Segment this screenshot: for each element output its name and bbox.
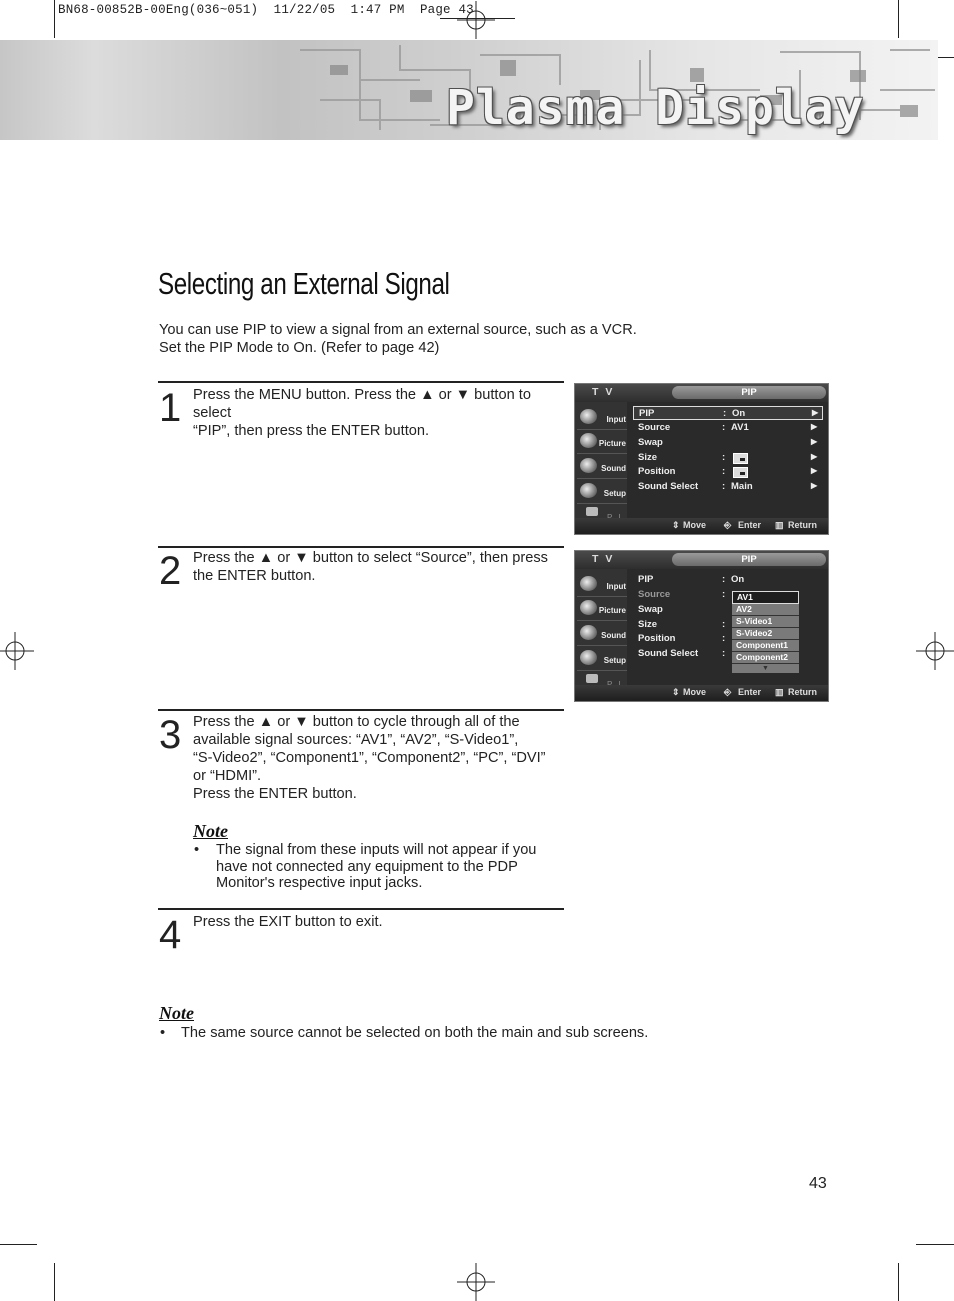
- osd-row-value: Main: [731, 481, 753, 492]
- page-number: 43: [809, 1175, 827, 1192]
- intro-text: [159, 321, 637, 357]
- pip-icon: [586, 507, 598, 516]
- picture-icon: [580, 600, 597, 615]
- step-number: 2: [159, 549, 182, 593]
- step-line: or “HDMI”.: [193, 768, 262, 784]
- input-icon: [580, 576, 597, 591]
- step-line: available signal sources: “AV1”, “AV2”, “S-Video1”,: [193, 732, 519, 748]
- pip-size-icon: [733, 453, 748, 464]
- source-option[interactable]: S-Video1: [732, 616, 799, 628]
- osd-sidebar-item-picture[interactable]: [577, 430, 627, 454]
- osd-colon: :: [722, 481, 726, 492]
- osd-colon: :: [722, 466, 726, 477]
- osd-footer-move: Move: [683, 687, 707, 697]
- osd-sidebar-item-sound[interactable]: [577, 455, 627, 479]
- osd-colon: :: [722, 452, 726, 463]
- source-dropdown[interactable]: [732, 591, 799, 673]
- note-text: [216, 842, 536, 892]
- step-line: Press the ▲ or ▼ button to select “Source”, then press: [193, 550, 548, 566]
- section-banner: [0, 40, 938, 140]
- osd-colon: :: [722, 574, 726, 585]
- osd-row-pip[interactable]: [633, 406, 823, 420]
- source-option[interactable]: Component1: [732, 640, 799, 652]
- osd-footer: [575, 518, 828, 534]
- arrow-right-icon: ▶: [811, 481, 818, 490]
- note-bullet: •: [194, 842, 200, 858]
- step-text: [193, 713, 565, 803]
- enter-icon: ⎆: [724, 520, 732, 530]
- step-text: [193, 913, 565, 931]
- note-line: The signal from these inputs will not appear if you: [216, 842, 537, 858]
- step-divider: [158, 381, 564, 383]
- note-heading: Note: [159, 1003, 194, 1023]
- osd-row-label: Source: [638, 589, 671, 600]
- osd-row-label: Sound Select: [638, 648, 699, 659]
- move-icon: ⇕: [672, 520, 680, 530]
- step-line: “PIP”, then press the ENTER button.: [193, 423, 430, 439]
- pip-icon: [586, 674, 598, 683]
- osd-row-swap[interactable]: [633, 436, 823, 450]
- osd-colon: :: [722, 619, 726, 630]
- step-number: 4: [159, 913, 182, 957]
- osd-header-pill: [672, 386, 826, 399]
- print-slug: BN68-00852B-00Eng(036~051) 11/22/05 1:47 PM Page 43: [58, 3, 474, 17]
- step-text: [193, 549, 565, 585]
- crop-mark: [0, 1244, 37, 1245]
- enter-icon: ⎆: [724, 687, 732, 697]
- osd-menu-list: [633, 406, 825, 516]
- osd-row-source[interactable]: [633, 421, 823, 435]
- osd-tv-label: T V: [592, 386, 615, 398]
- osd-row-value: On: [731, 574, 745, 585]
- step-line: “S-Video2”, “Component1”, “Component2”, “PC”, “DVI”: [193, 750, 546, 766]
- crop-mark: [916, 1244, 954, 1245]
- arrow-right-icon: ▶: [812, 408, 819, 417]
- osd-footer-return: Return: [788, 687, 817, 697]
- osd-row-position[interactable]: [633, 465, 823, 479]
- note-text: The same source cannot be selected on both the main and sub screens.: [181, 1025, 649, 1041]
- step-number: 1: [159, 386, 182, 430]
- picture-icon: [580, 433, 597, 448]
- sound-icon: [580, 458, 597, 473]
- osd-header: PIP: [741, 387, 757, 398]
- osd-row-label: Size: [638, 619, 658, 630]
- osd-footer-return: Return: [788, 520, 817, 530]
- osd-top-bar: [575, 551, 828, 569]
- osd-sidebar-label: Input: [606, 582, 626, 591]
- osd-screen-pip-menu: [574, 383, 829, 535]
- osd-sidebar-label: Sound: [601, 631, 626, 640]
- osd-sidebar-item-input[interactable]: [577, 406, 627, 430]
- osd-sidebar: [575, 402, 627, 518]
- crop-mark: [898, 0, 899, 38]
- note-line: have not connected any equipment to the PDP: [216, 858, 518, 875]
- crop-mark: [54, 0, 55, 38]
- note-heading: Note: [193, 821, 228, 841]
- osd-sidebar-label: Sound: [601, 464, 626, 473]
- osd-row-label: Position: [638, 466, 676, 477]
- osd-colon: :: [722, 633, 726, 644]
- osd-row-label: Sound Select: [638, 481, 699, 492]
- osd-sidebar-label: Setup: [603, 489, 626, 498]
- osd-colon: :: [722, 422, 726, 433]
- note-line: Monitor's respective input jacks.: [216, 875, 423, 891]
- source-option[interactable]: AV1: [732, 591, 799, 604]
- osd-sidebar: [575, 569, 627, 685]
- step-line: the ENTER button.: [193, 568, 316, 584]
- osd-row-label: Size: [638, 452, 658, 463]
- osd-row-label: PIP: [639, 408, 655, 419]
- source-option[interactable]: Component2: [732, 652, 799, 664]
- osd-row-pip[interactable]: [633, 573, 823, 587]
- osd-footer-move: Move: [683, 520, 707, 530]
- osd-colon: :: [722, 589, 726, 600]
- slug-underline: [440, 18, 515, 19]
- note-bullet: •: [160, 1025, 166, 1041]
- banner-title: Plasma Display: [446, 80, 865, 136]
- source-option[interactable]: AV2: [732, 604, 799, 616]
- osd-footer-enter: Enter: [738, 520, 762, 530]
- arrow-right-icon: ▶: [811, 452, 818, 461]
- step-line: Press the ENTER button.: [193, 786, 357, 802]
- osd-colon: :: [723, 408, 727, 419]
- osd-row-value: AV1: [731, 422, 749, 433]
- osd-row-sound-select[interactable]: [633, 480, 823, 494]
- arrow-right-icon: ▶: [811, 466, 818, 475]
- setup-icon: [580, 483, 597, 498]
- arrow-right-icon: ▶: [811, 422, 818, 431]
- page-title: Selecting an External Signal: [158, 266, 450, 301]
- osd-colon: :: [722, 648, 726, 659]
- osd-row-value: On: [732, 408, 746, 419]
- step-line: Press the MENU button. Press the ▲ or ▼ button to select: [193, 387, 531, 421]
- arrow-right-icon: ▶: [811, 437, 818, 446]
- return-icon: ▥: [775, 520, 784, 530]
- osd-sidebar-item-setup[interactable]: [577, 480, 627, 504]
- move-icon: ⇕: [672, 687, 680, 697]
- osd-row-label: Source: [638, 422, 671, 433]
- osd-sidebar-item-setup[interactable]: [577, 647, 627, 671]
- step-divider: [158, 546, 564, 548]
- step-divider: [158, 908, 564, 910]
- registration-mark-icon: [0, 632, 34, 670]
- step-line: Press the ▲ or ▼ button to cycle through all of the: [193, 714, 520, 730]
- osd-row-label: Swap: [638, 437, 663, 448]
- osd-tv-label: T V: [592, 553, 615, 565]
- osd-footer: [575, 685, 828, 701]
- osd-sidebar-item-input[interactable]: [577, 573, 627, 597]
- osd-sidebar-label: Input: [606, 415, 626, 424]
- osd-header: PIP: [741, 554, 757, 565]
- osd-row-label: PIP: [638, 574, 654, 585]
- osd-sidebar-item-picture[interactable]: [577, 597, 627, 621]
- osd-row-size[interactable]: [633, 451, 823, 465]
- osd-sidebar-label: Setup: [603, 656, 626, 665]
- osd-row-label: Position: [638, 633, 676, 644]
- registration-mark-icon: [916, 632, 954, 670]
- osd-footer-enter: Enter: [738, 687, 762, 697]
- step-line: Press the EXIT button to exit.: [193, 914, 383, 930]
- osd-top-bar: [575, 384, 828, 402]
- osd-row-label: Swap: [638, 604, 663, 615]
- scroll-down-icon[interactable]: ▼: [732, 664, 799, 673]
- intro-line: Set the PIP Mode to On. (Refer to page 42): [159, 340, 440, 356]
- step-text: [193, 386, 565, 440]
- intro-line: You can use PIP to view a signal from an external source, such as a VCR.: [159, 322, 637, 338]
- osd-screen-source-list: [574, 550, 829, 702]
- pip-position-icon: [733, 467, 748, 478]
- sound-icon: [580, 625, 597, 640]
- step-number: 3: [159, 713, 182, 757]
- input-icon: [580, 409, 597, 424]
- registration-mark-icon: [457, 1263, 495, 1301]
- crop-mark: [898, 1263, 899, 1301]
- return-icon: ▥: [775, 687, 784, 697]
- step-divider: [158, 709, 564, 711]
- source-option[interactable]: S-Video2: [732, 628, 799, 640]
- osd-sidebar-item-sound[interactable]: [577, 622, 627, 646]
- crop-mark: [54, 1263, 55, 1301]
- setup-icon: [580, 650, 597, 665]
- osd-sidebar-label: Picture: [598, 439, 626, 448]
- osd-header-pill: [672, 553, 826, 566]
- osd-sidebar-label: Picture: [598, 606, 626, 615]
